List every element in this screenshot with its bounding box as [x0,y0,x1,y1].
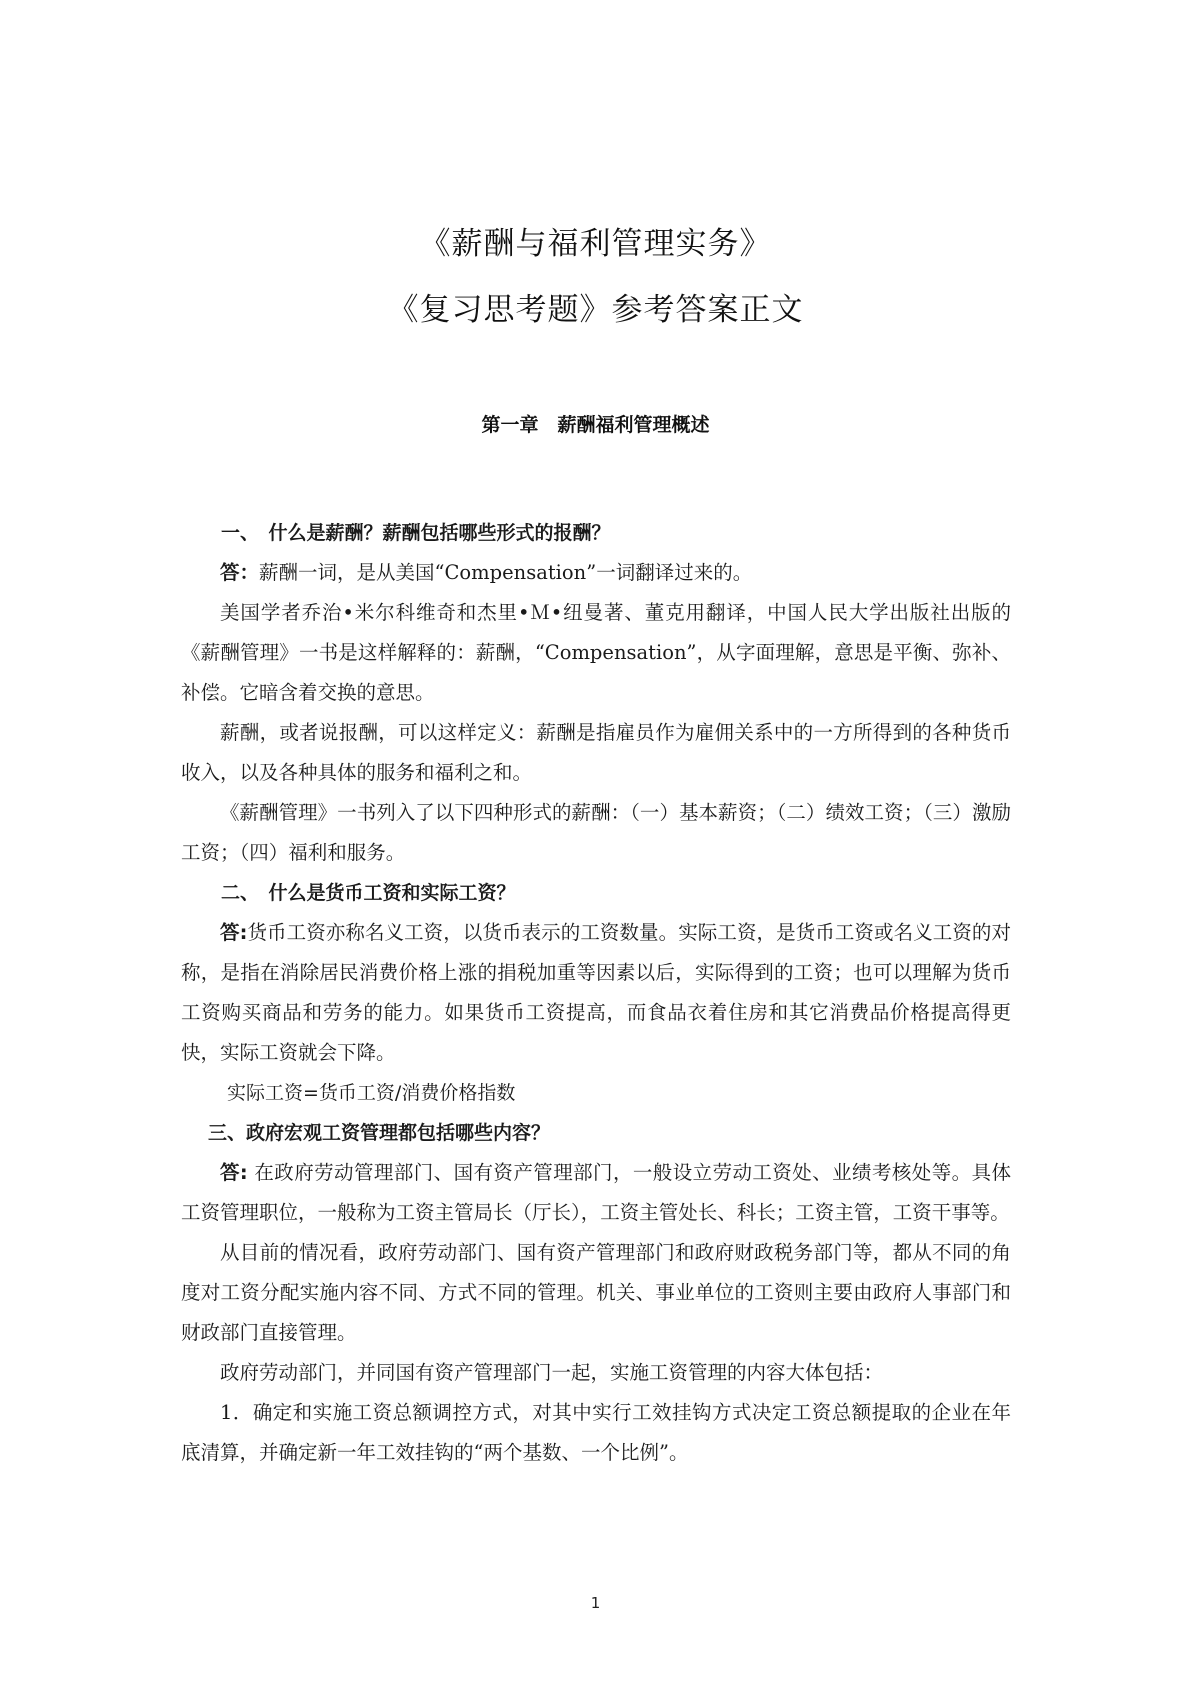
document-body [181,513,1011,1473]
answer-paragraph [181,913,1011,1073]
question-heading: 二、 什么是货币工资和实际工资？ [221,882,516,904]
paragraph: 美国学者乔治•米尔科维奇和杰里•Ｍ•纽曼著、董克用翻译，中国人民大学出版社出版的《薪酬管理》一书是这样解释的：薪酬，“Compensation”，从字面理解，意思是平衡、弥补、补偿。它暗含着交换的意思。 [181,601,1011,704]
chapter-heading: 第一章 薪酬福利管理概述 [481,414,710,436]
answer-label: 答: [220,921,248,944]
paragraph: 《薪酬管理》一书列入了以下四种形式的薪酬：（一）基本薪资；（二）绩效工资；（三）激励工资；（四）福利和服务。 [181,801,1011,864]
question-heading: 三、政府宏观工资管理都包括哪些内容？ [208,1122,551,1144]
answer-paragraph [181,553,1011,593]
paragraph-text: 货币工资亦称名义工资，以货币表示的工资数量。实际工资，是货币工资或名义工资的对称，是指在消除居民消费价格上涨的捐税加重等因素以后，实际得到的工资；也可以理解为货币工资购买商品和劳务的能力。如果货币工资提高，而食品衣着住房和其它消费品价格提高得更快，实际工资就会下降。 [181,921,1011,1064]
paragraph-text: 薪酬一词，是从美国“Compensation”一词翻译过来的。 [259,561,753,584]
answer-label: 答： [220,561,260,584]
paragraph: 从目前的情况看，政府劳动部门、国有资产管理部门和政府财政税务部门等，都从不同的角度对工资分配实施内容不同、方式不同的管理。机关、事业单位的工资则主要由政府人事部门和财政部门直接管理。 [181,1241,1011,1344]
question-heading: 一、 什么是薪酬？薪酬包括哪些形式的报酬？ [221,522,611,544]
page-number: 1 [590,1594,601,1612]
paragraph: 1．确定和实施工资总额调控方式，对其中实行工效挂钩方式决定工资总额提取的企业在年底清算，并确定新一年工效挂钩的“两个基数、一个比例”。 [181,1401,1011,1464]
formula-line: 实际工资=货币工资/消费价格指数 [227,1082,516,1104]
document-subtitle: 《复习思考题》参考答案正文 [387,292,804,328]
answer-label: 答: [220,1161,248,1184]
paragraph: 薪酬，或者说报酬，可以这样定义：薪酬是指雇员作为雇佣关系中的一方所得到的各种货币收入，以及各种具体的服务和福利之和。 [181,721,1011,784]
paragraph-text: 在政府劳动管理部门、国有资产管理部门，一般设立劳动工资处、业绩考核处等。具体工资管理职位，一般称为工资主管局长（厅长），工资主管处长、科长；工资主管，工资干事等。 [181,1161,1011,1224]
answer-paragraph [181,1153,1011,1233]
document-title: 《薪酬与福利管理实务》 [419,226,772,262]
paragraph: 政府劳动部门，并同国有资产管理部门一起，实施工资管理的内容大体包括： [220,1361,884,1384]
